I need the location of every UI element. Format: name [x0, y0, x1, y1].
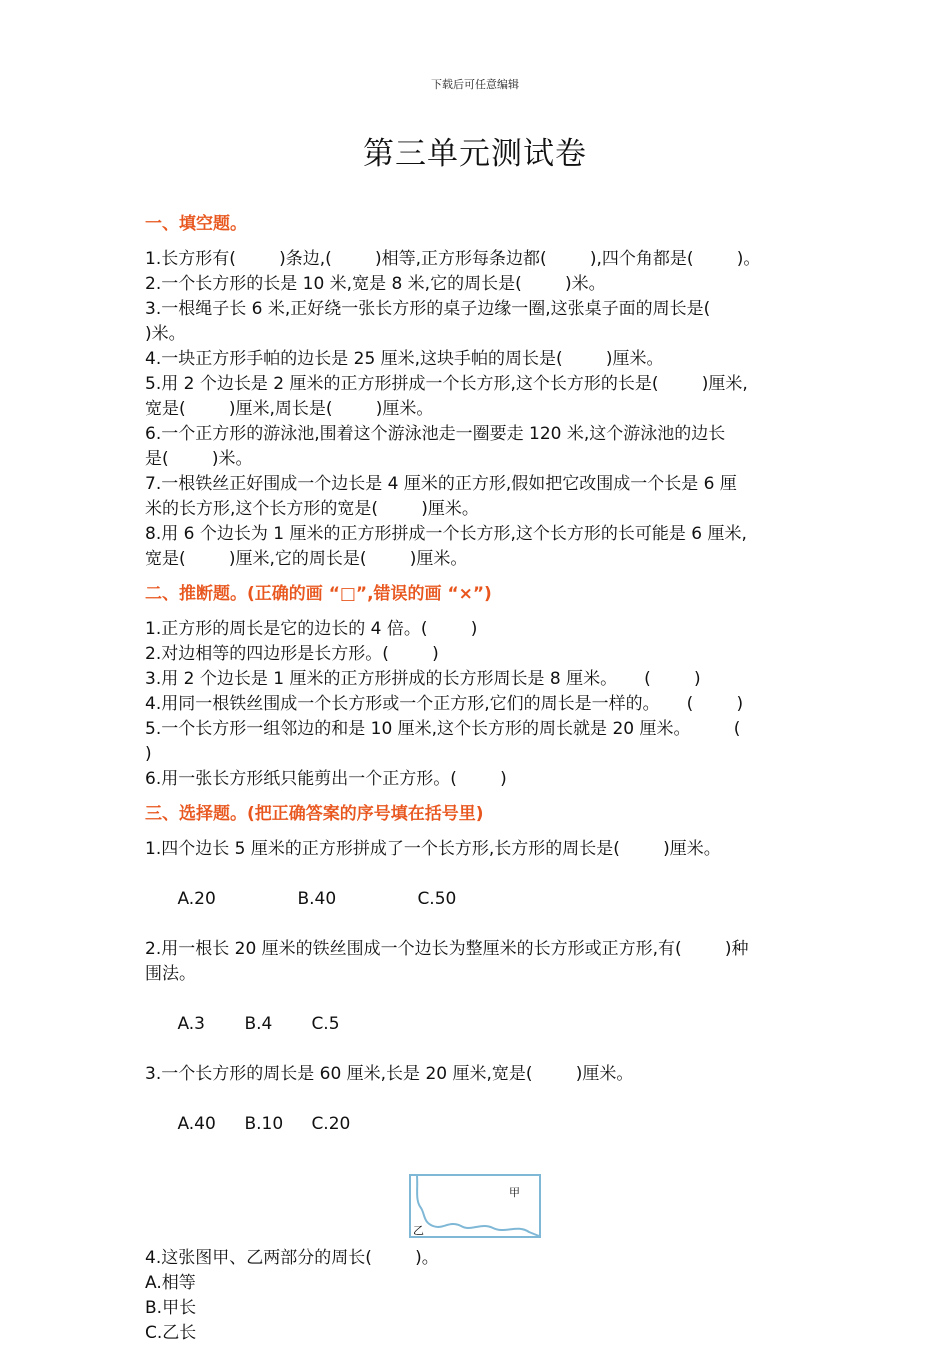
question-line: 6.用一张长方形纸只能剪出一个正方形。( ) [145, 769, 507, 789]
question-line: 8.用 6 个边长为 1 厘米的正方形拼成一个长方形,这个长方形的长可能是 6 厘米, [145, 524, 747, 544]
label-yi: 乙 [413, 1224, 424, 1237]
option: B.甲长 [145, 1298, 197, 1318]
question-line: 3.一个长方形的周长是 60 厘米,长是 20 厘米,宽是( )厘米。 [145, 1064, 634, 1084]
question-line: 5.用 2 个边长是 2 厘米的正方形拼成一个长方形,这个长方形的长是( )厘米, [145, 374, 748, 394]
perimeter-diagram [409, 1174, 541, 1238]
question-line: 围法。 [145, 964, 196, 984]
question-line: 宽是( )厘米,它的周长是( )厘米。 [145, 549, 468, 569]
option: B.40 [297, 889, 337, 909]
fill-blank-questions [145, 247, 810, 572]
option: A.3 [177, 1014, 205, 1034]
option: A.相等 [145, 1273, 196, 1293]
option: A.20 [177, 889, 216, 909]
option: B.10 [244, 1114, 284, 1134]
option-row [145, 1087, 810, 1162]
question-line: 2.用一根长 20 厘米的铁丝围成一个边长为整厘米的长方形或正方形,有( )种 [145, 939, 749, 959]
question-line: 6.一个正方形的游泳池,围着这个游泳池走一圈要走 120 米,这个游泳池的边长 [145, 424, 726, 444]
question-line: )米。 [145, 324, 186, 344]
question-line: 3.用 2 个边长是 1 厘米的正方形拼成的长方形周长是 8 厘米。 ( ) [145, 669, 701, 689]
question-line: 4.这张图甲、乙两部分的周长( )。 [145, 1248, 439, 1268]
label-jia: 甲 [509, 1186, 520, 1199]
option: A.40 [177, 1114, 216, 1134]
question-line: 米的长方形,这个长方形的宽是( )厘米。 [145, 499, 479, 519]
question-line: 是( )米。 [145, 449, 253, 469]
multiple-choice-questions [145, 837, 810, 1346]
question-line: 3.一根绳子长 6 米,正好绕一张长方形的桌子边缘一圈,这张桌子面的周长是( [145, 299, 711, 319]
true-false-questions [145, 617, 810, 792]
page-title: 第三单元测试卷 [363, 136, 587, 172]
question-line: 1.四个边长 5 厘米的正方形拼成了一个长方形,长方形的周长是( )厘米。 [145, 839, 721, 859]
option: C.50 [417, 889, 457, 909]
question-line: 1.正方形的周长是它的边长的 4 倍。( ) [145, 619, 478, 639]
option: B.4 [244, 1014, 273, 1034]
section-heading-multiple-choice: 三、选择题。(把正确答案的序号填在括号里) [145, 804, 484, 824]
option-row [145, 987, 810, 1062]
question-line: ) [145, 744, 152, 764]
question-line: 宽是( )厘米,周长是( )厘米。 [145, 399, 434, 419]
question-line: 7.一根铁丝正好围成一个边长是 4 厘米的正方形,假如把它改围成一个长是 6 厘 [145, 474, 737, 494]
option: C.乙长 [145, 1323, 197, 1343]
exam-content [145, 212, 810, 1346]
option: C.20 [311, 1114, 351, 1134]
question-line: 4.一块正方形手帕的边长是 25 厘米,这块手帕的周长是( )厘米。 [145, 349, 664, 369]
option: C.5 [311, 1014, 340, 1034]
section-heading-fill-blank: 一、填空题。 [145, 214, 247, 234]
question-line: 2.对边相等的四边形是长方形。( ) [145, 644, 439, 664]
question-line: 2.一个长方形的长是 10 米,宽是 8 米,它的周长是( )米。 [145, 274, 606, 294]
option-row [145, 862, 810, 937]
perimeter-figure [409, 1174, 541, 1238]
question-line: 4.用同一根铁丝围成一个长方形或一个正方形,它们的周长是一样的。 ( ) [145, 694, 744, 714]
question-line: 5.一个长方形一组邻边的和是 10 厘米,这个长方形的周长就是 20 厘米。 ( [145, 719, 741, 739]
header-note: 下载后可任意编辑 [431, 78, 519, 91]
question-line: 1.长方形有( )条边,( )相等,正方形每条边都( ),四个角都是( )。 [145, 249, 761, 269]
section-heading-true-false: 二、推断题。(正确的画 “□”,错误的画 “×”) [145, 584, 492, 604]
